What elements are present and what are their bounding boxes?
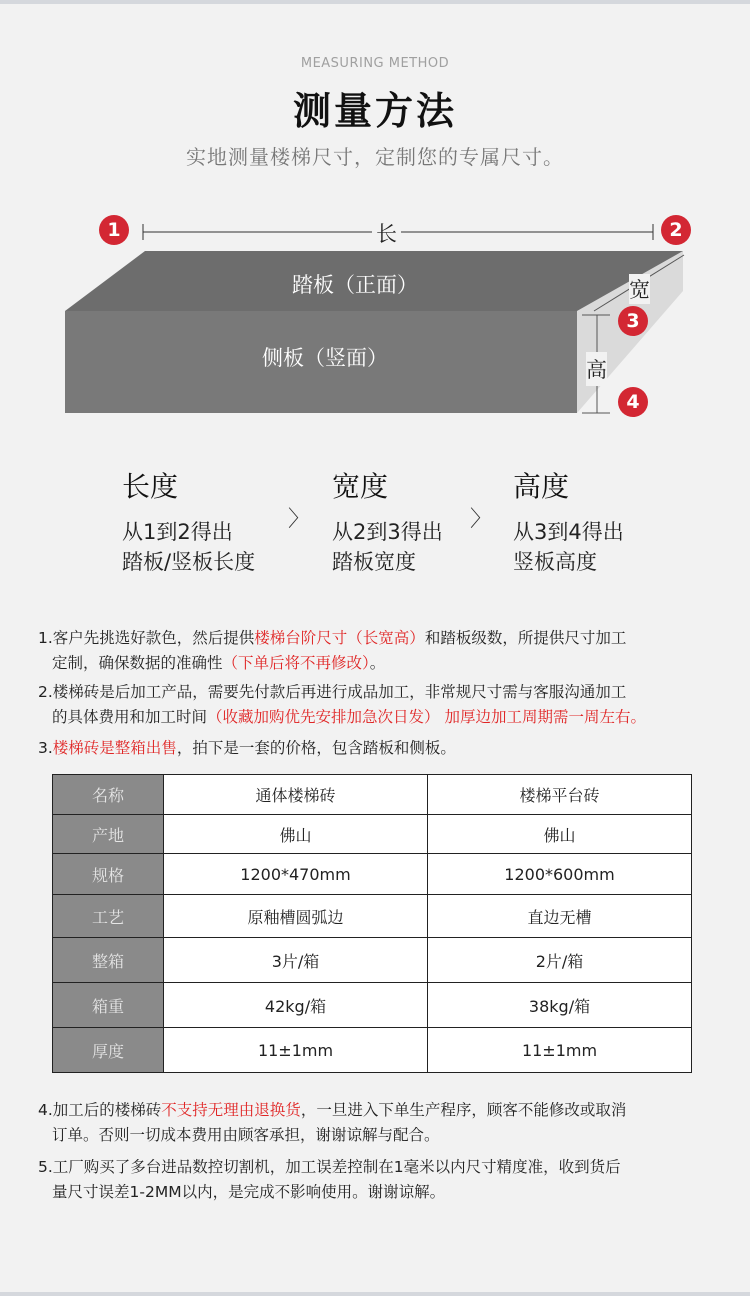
note-4 (38, 1098, 738, 1148)
note-highlight: 楼梯台阶尺寸（长宽高） (254, 629, 425, 647)
cell-stair-tile: 11±1mm (164, 1028, 428, 1073)
explanation-line: 从1到2得出 (122, 520, 233, 544)
stair-measurement-diagram (0, 205, 750, 435)
note-text: ，一旦进入下单生产程序，顾客不能修改或取消 (300, 1101, 627, 1119)
cell-stair-tile: 3片/箱 (164, 938, 428, 983)
row-label: 产地 (53, 815, 164, 854)
point-badge-4: 4 (618, 387, 648, 417)
chevron-right-icon: 〉 (470, 507, 493, 532)
note-text: 订单。否则一切成本费用由顾客承担，谢谢谅解与配合。 (52, 1126, 440, 1144)
row-label: 名称 (53, 775, 164, 815)
note-text: 4.加工后的楼梯砖 (38, 1101, 162, 1119)
top-face-label: 踏板（正面） (292, 273, 418, 297)
chevron-right-icon: 〉 (288, 507, 311, 532)
explanation-title: 高度 (513, 470, 570, 503)
explanation-line: 竖板高度 (513, 550, 597, 574)
explanation-width (332, 465, 443, 577)
cell-platform-tile: 38kg/箱 (428, 983, 692, 1028)
cell-stair-tile: 1200*470mm (164, 854, 428, 895)
cell-platform-tile: 2片/箱 (428, 938, 692, 983)
explanation-title: 宽度 (332, 470, 389, 503)
point-badge-2: 2 (661, 215, 691, 245)
note-text: 定制，确保数据的准确性 (52, 654, 223, 672)
explanation-line: 踏板宽度 (332, 550, 416, 574)
section-subtitle-en: MEASURING METHOD (300, 56, 450, 71)
front-face-label: 侧板（竖面） (262, 346, 388, 370)
note-text: 1.客户先挑选好款色，然后提供 (38, 629, 255, 647)
note-3 (38, 736, 738, 761)
note-highlight: （下单后将不再修改） (222, 654, 370, 672)
cell-platform-tile: 11±1mm (428, 1028, 692, 1073)
point-badge-1: 1 (99, 215, 129, 245)
table-row (53, 1028, 692, 1073)
row-label: 厚度 (53, 1028, 164, 1073)
explanation-line: 从2到3得出 (332, 520, 443, 544)
note-2 (38, 680, 738, 730)
explanation-line: 从3到4得出 (513, 520, 624, 544)
note-text: 。 (369, 654, 386, 672)
table-row (53, 854, 692, 895)
cell-stair-tile: 通体楼梯砖 (164, 775, 428, 815)
height-label: 高 (586, 352, 607, 386)
cell-platform-tile: 楼梯平台砖 (428, 775, 692, 815)
width-label: 宽 (629, 274, 650, 304)
table-row (53, 983, 692, 1028)
note-1 (38, 626, 738, 676)
explanation-line: 踏板/竖板长度 (122, 550, 256, 574)
explanation-height (513, 465, 624, 577)
note-text: 和踏板级数，所提供尺寸加工 (424, 629, 627, 647)
note-highlight: 楼梯砖是整箱出售 (52, 739, 177, 757)
length-label: 长 (372, 218, 401, 248)
note-5 (38, 1155, 738, 1205)
note-highlight: 不支持无理由退换货 (161, 1101, 301, 1119)
note-text: 2.楼梯砖是后加工产品，需要先付款后再进行成品加工，非常规尺寸需与客服沟通加工 (38, 683, 627, 701)
table-row (53, 775, 692, 815)
row-label: 箱重 (53, 983, 164, 1028)
section-subtitle-cn: 实地测量楼梯尺寸，定制您的专属尺寸。 (186, 145, 564, 169)
note-highlight: （收藏加购优先安排加急次日发） 加厚边加工周期需一周左右。 (207, 708, 646, 726)
row-label: 规格 (53, 854, 164, 895)
note-text: 5.工厂购买了多台进品数控切割机，加工误差控制在1毫米以内尺寸精度准，收到货后 (38, 1158, 621, 1176)
note-text: 的具体费用和加工时间 (52, 708, 208, 726)
table-row (53, 938, 692, 983)
note-text: 3. (38, 739, 53, 757)
row-label: 整箱 (53, 938, 164, 983)
table-row (53, 895, 692, 938)
note-text: 量尺寸误差1-2MM以内，是完成不影响使用。谢谢谅解。 (52, 1183, 446, 1201)
row-label: 工艺 (53, 895, 164, 938)
spec-table (52, 774, 692, 1073)
explanation-title: 长度 (122, 470, 179, 503)
cell-stair-tile: 42kg/箱 (164, 983, 428, 1028)
cell-platform-tile: 佛山 (428, 815, 692, 854)
cell-platform-tile: 直边无槽 (428, 895, 692, 938)
cell-stair-tile: 原釉槽圆弧边 (164, 895, 428, 938)
page-title: 测量方法 (292, 89, 457, 133)
explanation-length (122, 465, 255, 577)
top-divider (0, 0, 750, 4)
cell-stair-tile: 佛山 (164, 815, 428, 854)
note-text: ，拍下是一套的价格，包含踏板和侧板。 (176, 739, 456, 757)
bottom-divider (0, 1292, 750, 1296)
point-badge-3: 3 (618, 306, 648, 336)
table-row (53, 815, 692, 854)
cell-platform-tile: 1200*600mm (428, 854, 692, 895)
